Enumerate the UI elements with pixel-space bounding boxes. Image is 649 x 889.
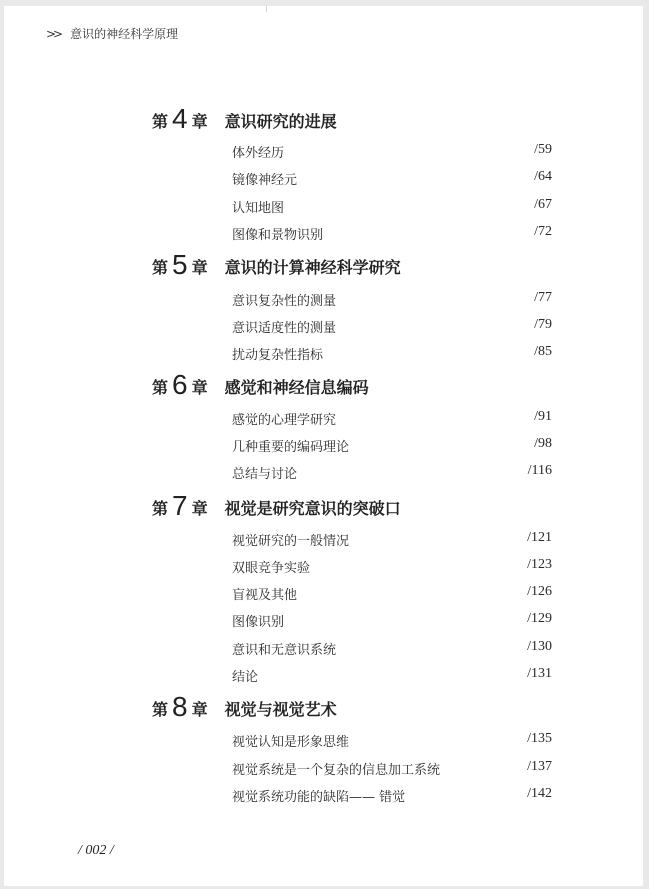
chapter-prefix: 第 <box>152 699 169 719</box>
entry-page: /123 <box>527 557 552 572</box>
entry-page: /121 <box>527 530 552 545</box>
entry-title: 意识复杂性的测量 <box>232 294 337 309</box>
toc-entry[interactable] <box>232 344 552 364</box>
entry-page: /91 <box>534 409 552 424</box>
chapter-suffix: 章 <box>191 377 208 397</box>
chapter-suffix: 章 <box>191 699 208 719</box>
toc-entry[interactable] <box>232 224 552 244</box>
toc-entry[interactable] <box>232 290 552 310</box>
entry-page: /98 <box>534 436 552 451</box>
entry-page: /77 <box>534 290 552 305</box>
entry-title: 图像识别 <box>232 615 285 630</box>
entry-title: 几种重要的编码理论 <box>232 440 350 455</box>
entry-title: 扰动复杂性指标 <box>232 348 324 363</box>
toc-entry[interactable] <box>232 142 552 162</box>
entry-title: 视觉研究的一般情况 <box>232 534 350 549</box>
chapter-title: 意识的计算神经科学研究 <box>224 257 401 277</box>
entry-title: 盲视及其他 <box>232 588 298 603</box>
page-number: / 002 / <box>78 843 114 858</box>
chapter-suffix: 章 <box>191 111 208 131</box>
chapter-prefix: 第 <box>152 111 169 131</box>
chapter-prefix: 第 <box>152 498 169 518</box>
page-spine-mark <box>266 6 267 12</box>
entry-title: 视觉系统功能的缺陷—— 错觉 <box>232 790 406 805</box>
toc-entry[interactable] <box>232 197 552 217</box>
toc-entry[interactable] <box>232 666 552 686</box>
entry-page: /142 <box>527 786 552 801</box>
chapter-number: 4 <box>172 103 188 134</box>
entry-page: /130 <box>527 639 552 654</box>
toc-entry[interactable] <box>232 169 552 189</box>
document-page <box>4 6 643 886</box>
chapter-title: 视觉与视觉艺术 <box>224 699 337 719</box>
toc-entry[interactable] <box>232 731 552 751</box>
entry-title: 镜像神经元 <box>232 173 298 188</box>
entry-title: 图像和景物识别 <box>232 228 324 243</box>
entry-page: /85 <box>534 344 552 359</box>
entry-title: 体外经历 <box>232 146 285 161</box>
toc-entry[interactable] <box>232 639 552 659</box>
entry-page: /131 <box>527 666 552 681</box>
entry-page: /64 <box>534 169 552 184</box>
entry-title: 视觉系统是一个复杂的信息加工系统 <box>232 763 441 778</box>
entry-title: 视觉认知是形象思维 <box>232 735 350 750</box>
chapter-heading <box>152 490 401 521</box>
entry-page: /129 <box>527 611 552 626</box>
entry-page: /116 <box>527 463 552 478</box>
toc-entry[interactable] <box>232 759 552 779</box>
chapter-heading <box>152 691 337 722</box>
entry-page: /59 <box>534 142 552 157</box>
entry-page: /67 <box>534 197 552 212</box>
toc-entry[interactable] <box>232 317 552 337</box>
entry-title: 双眼竞争实验 <box>232 561 311 576</box>
entry-page: /126 <box>527 584 552 599</box>
chapter-title: 感觉和神经信息编码 <box>224 377 369 397</box>
chapter-heading <box>152 103 337 134</box>
toc-entry[interactable] <box>232 584 552 604</box>
entry-title: 意识适度性的测量 <box>232 321 337 336</box>
chapter-number: 7 <box>172 490 188 521</box>
chapter-heading <box>152 369 369 400</box>
entry-page: /137 <box>527 759 552 774</box>
toc-entry[interactable] <box>232 409 552 429</box>
toc-entry[interactable] <box>232 786 552 806</box>
toc-entry[interactable] <box>232 530 552 550</box>
chapter-heading <box>152 249 401 280</box>
toc-entry[interactable] <box>232 436 552 456</box>
chapter-suffix: 章 <box>191 498 208 518</box>
entry-title: 感觉的心理学研究 <box>232 413 337 428</box>
chapter-number: 8 <box>172 691 188 722</box>
entry-page: /135 <box>527 731 552 746</box>
entry-title: 意识和无意识系统 <box>232 643 337 658</box>
entry-page: /72 <box>534 224 552 239</box>
chapter-number: 5 <box>172 249 188 280</box>
toc-entry[interactable] <box>232 463 552 483</box>
entry-title: 结论 <box>232 670 259 685</box>
entry-page: /79 <box>534 317 552 332</box>
chapter-suffix: 章 <box>191 257 208 277</box>
toc-entry[interactable] <box>232 557 552 577</box>
chapter-prefix: 第 <box>152 257 169 277</box>
chapter-prefix: 第 <box>152 377 169 397</box>
book-title: 意识的神经科学原理 <box>70 27 179 41</box>
running-header <box>46 25 178 42</box>
chapter-title: 视觉是研究意识的突破口 <box>224 498 401 518</box>
chapter-number: 6 <box>172 369 188 400</box>
entry-title: 认知地图 <box>232 201 285 216</box>
toc-entry[interactable] <box>232 611 552 631</box>
chapter-title: 意识研究的进展 <box>224 111 337 131</box>
double-chevron-icon: >> <box>46 26 61 41</box>
entry-title: 总结与讨论 <box>232 467 298 482</box>
